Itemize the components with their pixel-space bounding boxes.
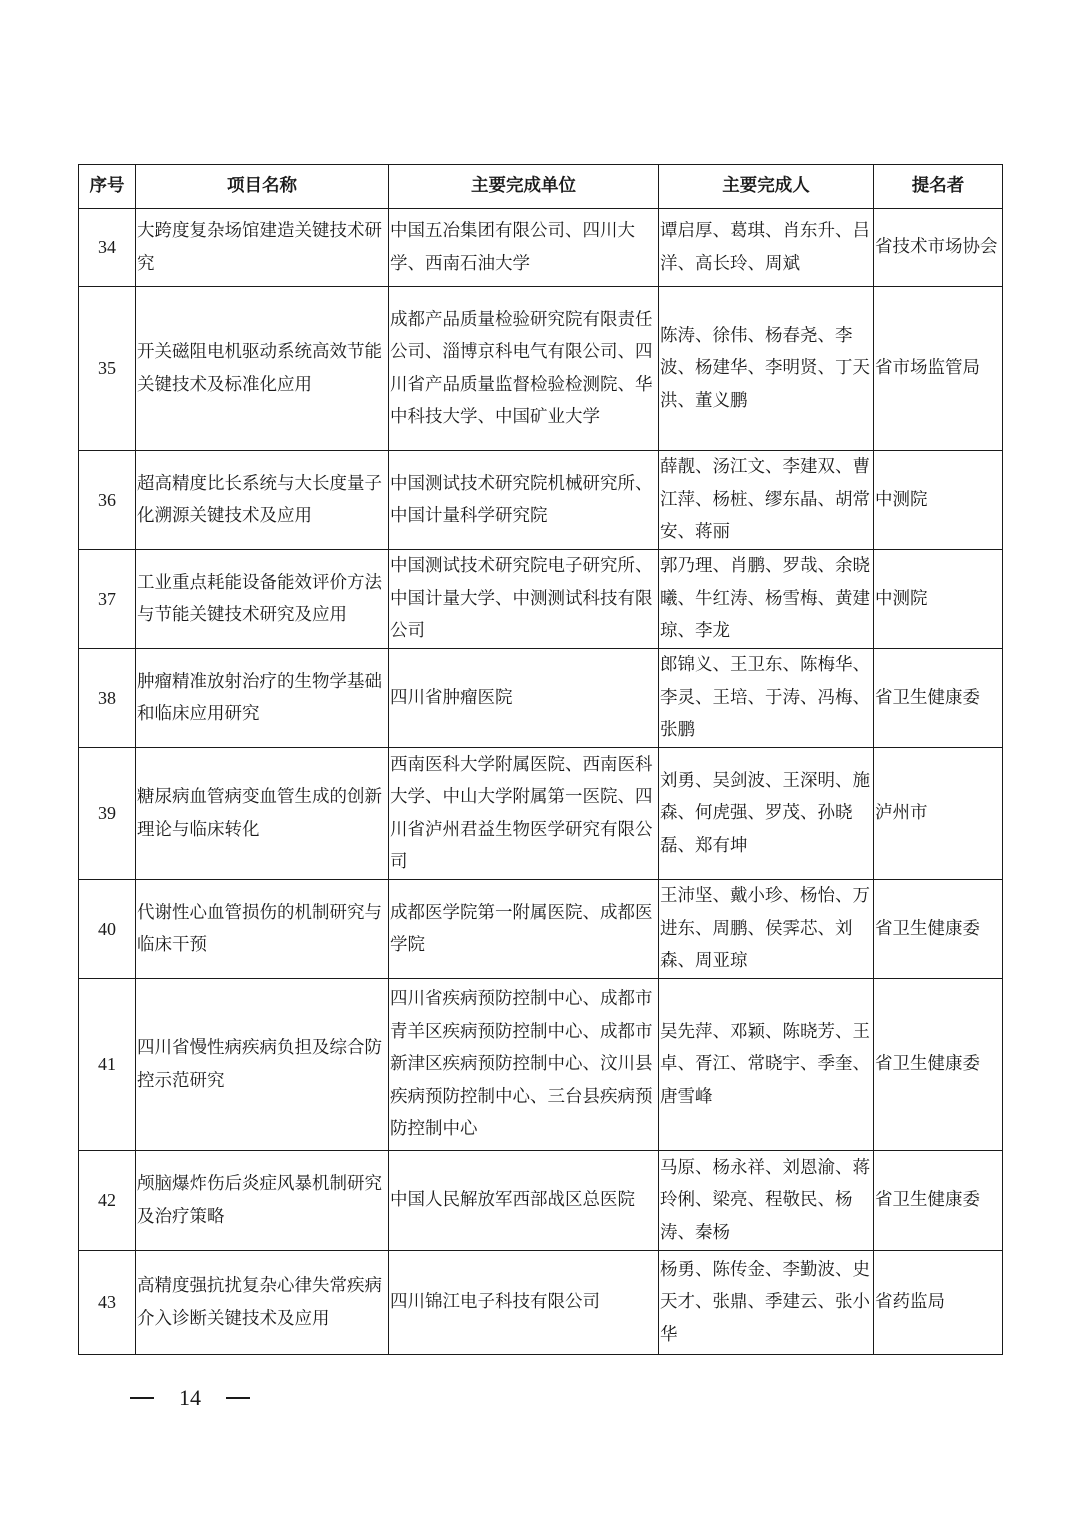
row-units: 成都医学院第一附属医院、成都医学院 [389,880,659,979]
page-number: 14 [179,1385,201,1410]
table-row [79,880,1003,979]
row-seq: 42 [79,1151,136,1251]
row-nominator: 省卫生健康委 [874,979,1003,1151]
table-header-row [79,165,1003,209]
dash-left [130,1397,154,1399]
row-seq: 39 [79,748,136,880]
row-people: 薛靓、汤江文、李建双、曹江萍、杨桩、缪东晶、胡常安、蒋丽 [659,451,874,550]
row-seq: 37 [79,550,136,649]
row-units: 中国测试技术研究院机械研究所、中国计量科学研究院 [389,451,659,550]
row-people: 谭启厚、葛琪、肖东升、吕洋、高长玲、周斌 [659,209,874,287]
table-row [79,748,1003,880]
table-row [79,649,1003,748]
row-people: 刘勇、吴剑波、王深明、施森、何虎强、罗茂、孙晓磊、郑有坤 [659,748,874,880]
table-row [79,209,1003,287]
row-units: 中国测试技术研究院电子研究所、中国计量大学、中测测试科技有限公司 [389,550,659,649]
row-people: 陈涛、徐伟、杨春尧、李波、杨建华、李明贤、丁天洪、董义鹏 [659,287,874,451]
table-row [79,287,1003,451]
row-nominator: 省卫生健康委 [874,649,1003,748]
row-units: 中国人民解放军西部战区总医院 [389,1151,659,1251]
row-project-name: 肿瘤精准放射治疗的生物学基础和临床应用研究 [136,649,389,748]
header-seq: 序号 [79,165,136,209]
table-row [79,1251,1003,1355]
row-people: 郎锦义、王卫东、陈梅华、李灵、王培、于涛、冯梅、张鹏 [659,649,874,748]
table-row [79,979,1003,1151]
row-units: 成都产品质量检验研究院有限责任公司、淄博京科电气有限公司、四川省产品质量监督检验检测院、华中科技大学、中国矿业大学 [389,287,659,451]
row-units: 中国五冶集团有限公司、四川大学、西南石油大学 [389,209,659,287]
row-project-name: 开关磁阻电机驱动系统高效节能关键技术及标准化应用 [136,287,389,451]
row-units: 四川省疾病预防控制中心、成都市青羊区疾病预防控制中心、成都市新津区疾病预防控制中心、汶川县疾病预防控制中心、三台县疾病预防控制中心 [389,979,659,1151]
row-units: 四川锦江电子科技有限公司 [389,1251,659,1355]
row-nominator: 省市场监管局 [874,287,1003,451]
row-people: 吴先萍、邓颖、陈晓芳、王卓、胥江、常晓宇、季奎、唐雪峰 [659,979,874,1151]
row-people: 王沛坚、戴小珍、杨怡、万进东、周鹏、侯霁芯、刘森、周亚琼 [659,880,874,979]
row-units: 西南医科大学附属医院、西南医科大学、中山大学附属第一医院、四川省泸州君益生物医学研究有限公司 [389,748,659,880]
header-project-name: 项目名称 [136,165,389,209]
table-row [79,550,1003,649]
row-project-name: 代谢性心血管损伤的机制研究与临床干预 [136,880,389,979]
row-project-name: 超高精度比长系统与大长度量子化溯源关键技术及应用 [136,451,389,550]
page-footer [130,1378,250,1418]
header-main-people: 主要完成人 [659,165,874,209]
row-project-name: 高精度强抗扰复杂心律失常疾病介入诊断关键技术及应用 [136,1251,389,1355]
table-row [79,451,1003,550]
row-seq: 36 [79,451,136,550]
award-table [78,164,1003,1355]
row-nominator: 中测院 [874,451,1003,550]
row-seq: 34 [79,209,136,287]
dash-right [226,1397,250,1399]
row-nominator: 泸州市 [874,748,1003,880]
row-seq: 40 [79,880,136,979]
row-project-name: 大跨度复杂场馆建造关键技术研究 [136,209,389,287]
row-seq: 41 [79,979,136,1151]
row-project-name: 四川省慢性病疾病负担及综合防控示范研究 [136,979,389,1151]
row-nominator: 中测院 [874,550,1003,649]
row-nominator: 省药监局 [874,1251,1003,1355]
row-units: 四川省肿瘤医院 [389,649,659,748]
row-nominator: 省卫生健康委 [874,1151,1003,1251]
row-nominator: 省卫生健康委 [874,880,1003,979]
row-seq: 38 [79,649,136,748]
row-project-name: 颅脑爆炸伤后炎症风暴机制研究及治疗策略 [136,1151,389,1251]
header-main-units: 主要完成单位 [389,165,659,209]
row-project-name: 工业重点耗能设备能效评价方法与节能关键技术研究及应用 [136,550,389,649]
row-seq: 35 [79,287,136,451]
row-nominator: 省技术市场协会 [874,209,1003,287]
row-seq: 43 [79,1251,136,1355]
row-people: 杨勇、陈传金、李勤波、史天才、张鼎、季建云、张小华 [659,1251,874,1355]
header-nominator: 提名者 [874,165,1003,209]
row-people: 郭乃理、肖鹏、罗哉、余晓曦、牛红涛、杨雪梅、黄建琼、李龙 [659,550,874,649]
row-people: 马原、杨永祥、刘恩渝、蒋玲俐、梁亮、程敬民、杨涛、秦杨 [659,1151,874,1251]
row-project-name: 糖尿病血管病变血管生成的创新理论与临床转化 [136,748,389,880]
table-row [79,1151,1003,1251]
